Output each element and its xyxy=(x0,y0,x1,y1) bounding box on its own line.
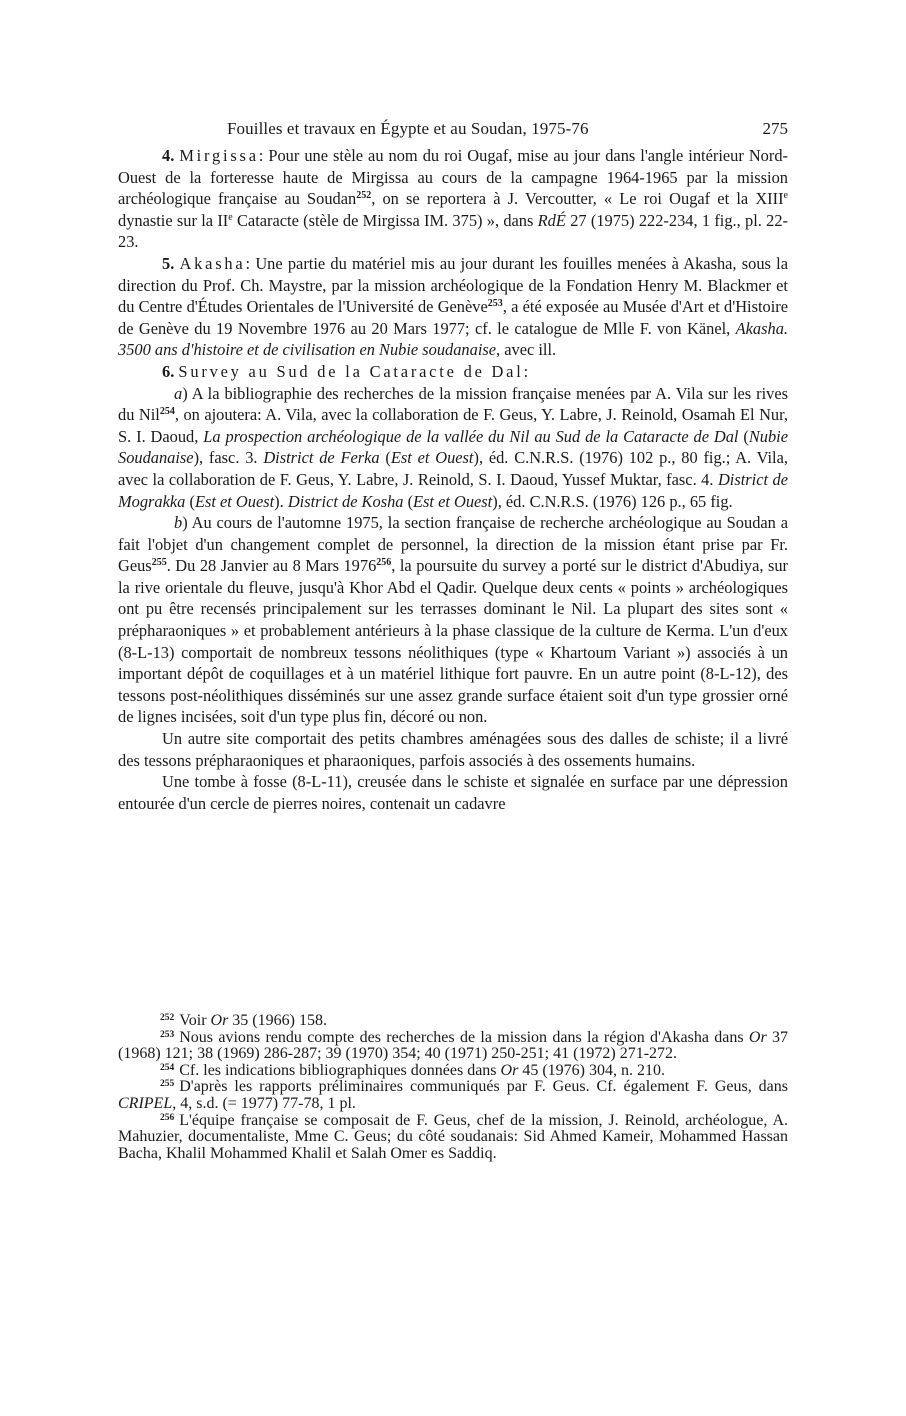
footnote-ref: 252 xyxy=(356,190,372,202)
footnotes xyxy=(118,1013,788,1162)
paragraph-d: Une tombe à fosse (8-L-11), creusée dans le schiste et signalée en surface par une dépression entourée d'un cercle de pierres noires, contenait un cadavre xyxy=(118,772,788,813)
footnote: $^{254}$ Cf. les indications bibliographiques données dans Or 45 (1976) 304, n. 210. xyxy=(160,1061,665,1079)
footnote-number: 252 xyxy=(160,1013,175,1023)
section-number: 4. xyxy=(162,146,175,165)
footnote: $^{252}$ Voir Or 35 (1966) 158. xyxy=(160,1012,327,1029)
running-title: Fouilles et travaux en Égypte et au Soudan, 1975-76 xyxy=(227,119,589,138)
footnote-ref: 255 xyxy=(151,557,167,569)
footnote: $^{256}$ L'équipe française se composait de F. Geus, chef de la mission, J. Reinold, archéologue, A. Mahuzier, documentaliste, Mme C. Geus; du côté soudanais: Sid Ahmed Kameir, Mohammed Hassan Bacha, Khalil Mohammed Khalil et Salah Omer es Saddiq. xyxy=(118,1111,788,1162)
section-survey: 6. Survey au Sud de la Cataracte de Dal: xyxy=(162,361,529,381)
section-number: 6. xyxy=(162,361,175,381)
section-number: 5. xyxy=(162,253,175,273)
section-akasha: 5. Akasha: Une partie du matériel mis au jour durant les fouilles menées à Akasha, sous la direction du Prof. Ch. Maystre, par la mission archéologique de la Fondation Henry M. Blackmer et du Centre d'Études Orientales de l'Université de Genève$^{253}$, a été exposée au Musée d'Art et d'Histoire de Genève du 19 Novembre 1976 au 20 Mars 1977; cf. le catalogue de Mlle F. von Känel, Akasha. 3500 ans d'histoire et de civilisation en Nubie soudanaise, avec ill. xyxy=(118,253,788,360)
footnote-ref: 256 xyxy=(376,557,392,569)
paragraph-c: Un autre site comportait des petits chambres aménagées sous des dalles de schiste; il a livré des tessons prépharaoniques et pharaoniques, parfois associés à des ossements humains. xyxy=(118,729,788,770)
site-name: Mirgissa xyxy=(179,146,259,165)
section-mirgissa: 4. Mirgissa: Pour une stèle au nom du roi Ougaf, mise au jour dans l'angle intérieur Nord-Ouest de la forteresse haute de Mirgissa au cours de la campagne 1964-1965 par la mission archéologique française au Soudan$^{252}$, on se reportera à J. Vercoutter, « Le roi Ougaf et la XIIIe dynastie sur la IIe Cataracte (stèle de Mirgissa IM. 375) », dans RdÉ 27 (1975) 222-234, 1 fig., pl. 22-23. xyxy=(118,146,788,252)
journal-title: RdÉ xyxy=(537,210,566,230)
site-name: Survey au Sud de la Cataracte de Dal xyxy=(178,361,524,381)
paragraph-a: a) A la bibliographie des recherches de la mission française menées par A. Vila sur les rives du Nil$^{254}$, on ajoutera: A. Vila, avec la collaboration de F. Geus, Y. Labre, J. Reinold, Osamah El Nur, S. I. Daoud, La prospection archéologique de la vallée du Nil au Sud de la Cataracte de Dal (Nubie Soudanaise), fasc. 3. District de Ferka (Est et Ouest), éd. C.N.R.S. (1976) 102 p., 80 fig.; A. Vila, avec la collaboration de F. Geus, Y. Labre, J. Reinold, S. I. Daoud, Yussef Muktar, fasc. 4. District de Mograkka (Est et Ouest). District de Kosha (Est et Ouest), éd. C.N.R.S. (1976) 126 p., 65 fig. xyxy=(118,383,789,511)
page-number: 275 xyxy=(762,119,788,138)
main-text xyxy=(118,145,788,814)
footnote-number: 254 xyxy=(160,1062,175,1073)
footnote-number: 255 xyxy=(160,1079,175,1090)
catalogue-title: Akasha. 3500 ans d'histoire et de civilisation en Nubie soudanaise xyxy=(118,318,788,360)
footnote-ref: 253 xyxy=(487,298,503,310)
footnote-ref: 254 xyxy=(159,406,175,418)
running-header xyxy=(120,118,788,140)
footnote: $^{255}$ D'après les rapports préliminaires communiqués par F. Geus. Cf. également F. Geus, dans CRIPEL, 4, s.d. (= 1977) 77-78, 1 pl. xyxy=(118,1078,788,1112)
footnote-number: 256 xyxy=(160,1112,175,1123)
paragraph-b: b) Au cours de l'automne 1975, la section française de recherche archéologique au Soudan a fait l'objet d'un changement complet de personnel, la direction de la mission étant prise par Fr. Geus$^{255}$. Du 28 Janvier au 8 Mars 1976$^{256}$, la poursuite du survey a porté sur le district d'Abudiya, sur la rive orientale du fleuve, jusqu'à Khor Abd el Qadir. Quelque deux cents « points » archéologiques ont pu être recensés principalement sur les terrasses dominant le Nil. La plupart des sites sont « prépharaoniques » et probablement antérieurs à la phase classique de la culture de Kerma. L'un d'eux (8-L-13) comportait de nombreux tessons néolithiques (type « Khartoum Variant ») associés à un important dépôt de coquillages et à un matériel lithique fort pauvre. En un autre point (8-L-12), des tessons post-néolithiques disséminés sur une assez grande surface étaient soit d'un type grossier orné de lignes incisées, soit d'un type plus fin, décoré ou non. xyxy=(118,513,788,727)
footnote: $^{253}$ Nous avions rendu compte des recherches de la mission dans la région d'Akasha dans Or 37 (1968) 121; 38 (1969) 286-287; 39 (1970) 354; 40 (1971) 250-251; 41 (1972) 271-272. xyxy=(118,1028,789,1063)
footnote-number: 253 xyxy=(160,1029,175,1040)
site-name: Akasha xyxy=(179,253,246,273)
